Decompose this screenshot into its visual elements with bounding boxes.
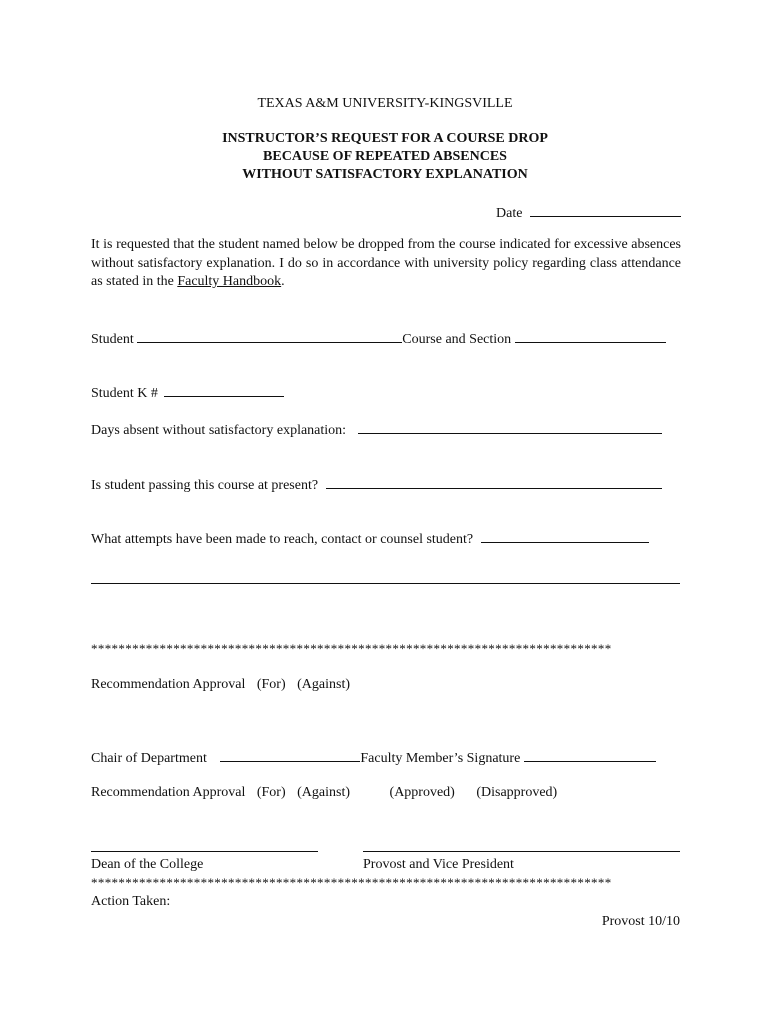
date-field	[496, 202, 681, 222]
faculty-signature-blank[interactable]	[524, 747, 656, 762]
option-against-2[interactable]: (Against)	[297, 785, 351, 800]
student-blank[interactable]	[137, 328, 402, 343]
attempts-continuation-line[interactable]	[91, 583, 680, 584]
student-label: Student	[91, 332, 134, 347]
recommendation-label: Recommendation Approval	[91, 677, 246, 692]
student-k-row	[91, 382, 284, 402]
recommendation-label-2: Recommendation Approval	[91, 785, 246, 800]
course-section-blank[interactable]	[515, 328, 666, 343]
action-taken-label: Action Taken:	[91, 894, 171, 909]
days-absent-label: Days absent without satisfactory explanation:	[91, 423, 347, 438]
passing-row	[91, 474, 662, 494]
attempts-row	[91, 528, 649, 548]
passing-blank[interactable]	[326, 474, 662, 489]
attempts-label: What attempts have been made to reach, contact or counsel student?	[91, 532, 474, 547]
recommendation-row-1	[91, 676, 350, 693]
separator-asterisks-1: ****************************************************************************	[91, 641, 612, 656]
attempts-blank[interactable]	[481, 528, 649, 543]
faculty-handbook-ref: Faculty Handbook	[177, 274, 282, 289]
form-title-line-3: WITHOUT SATISFACTORY EXPLANATION	[242, 167, 528, 182]
form-title-line-1: INSTRUCTOR’S REQUEST FOR A COURSE DROP	[222, 131, 548, 146]
form-title-line-2: BECAUSE OF REPEATED ABSENCES	[263, 149, 507, 164]
dean-signature-line[interactable]	[91, 851, 318, 852]
intro-text: It is requested that the student named below be dropped from the course indicated for excessive absences without satisfactory explanation. I do so in accordance with university policy regarding class attendance as stated in the	[91, 237, 681, 289]
student-k-blank[interactable]	[164, 382, 284, 397]
provost-label: Provost and Vice President	[363, 857, 514, 872]
passing-label: Is student passing this course at present?	[91, 478, 319, 493]
option-approved[interactable]: (Approved)	[389, 785, 455, 800]
option-against[interactable]: (Against)	[297, 677, 351, 692]
signature-row	[91, 747, 656, 767]
chair-label: Chair of Department	[91, 751, 207, 766]
option-for-2[interactable]: (For)	[256, 785, 286, 800]
date-label: Date	[496, 206, 523, 221]
faculty-signature-label: Faculty Member’s Signature	[360, 751, 521, 766]
university-name: TEXAS A&M UNIVERSITY-KINGSVILLE	[257, 96, 513, 111]
option-for[interactable]: (For)	[256, 677, 286, 692]
separator-asterisks-2: ****************************************************************************	[91, 875, 612, 890]
intro-paragraph	[91, 236, 681, 292]
dean-label: Dean of the College	[91, 857, 204, 872]
student-row	[91, 328, 666, 348]
form-code: Provost 10/10	[601, 914, 680, 929]
student-k-label: Student K #	[91, 386, 158, 401]
course-section-label: Course and Section	[402, 332, 512, 347]
intro-end: .	[281, 274, 285, 289]
date-blank[interactable]	[530, 202, 681, 217]
provost-signature-line[interactable]	[363, 851, 680, 852]
recommendation-row-2	[91, 784, 557, 801]
days-absent-row	[91, 419, 662, 439]
days-absent-blank[interactable]	[358, 419, 662, 434]
chair-blank[interactable]	[220, 747, 360, 762]
option-disapproved[interactable]: (Disapproved)	[476, 785, 558, 800]
